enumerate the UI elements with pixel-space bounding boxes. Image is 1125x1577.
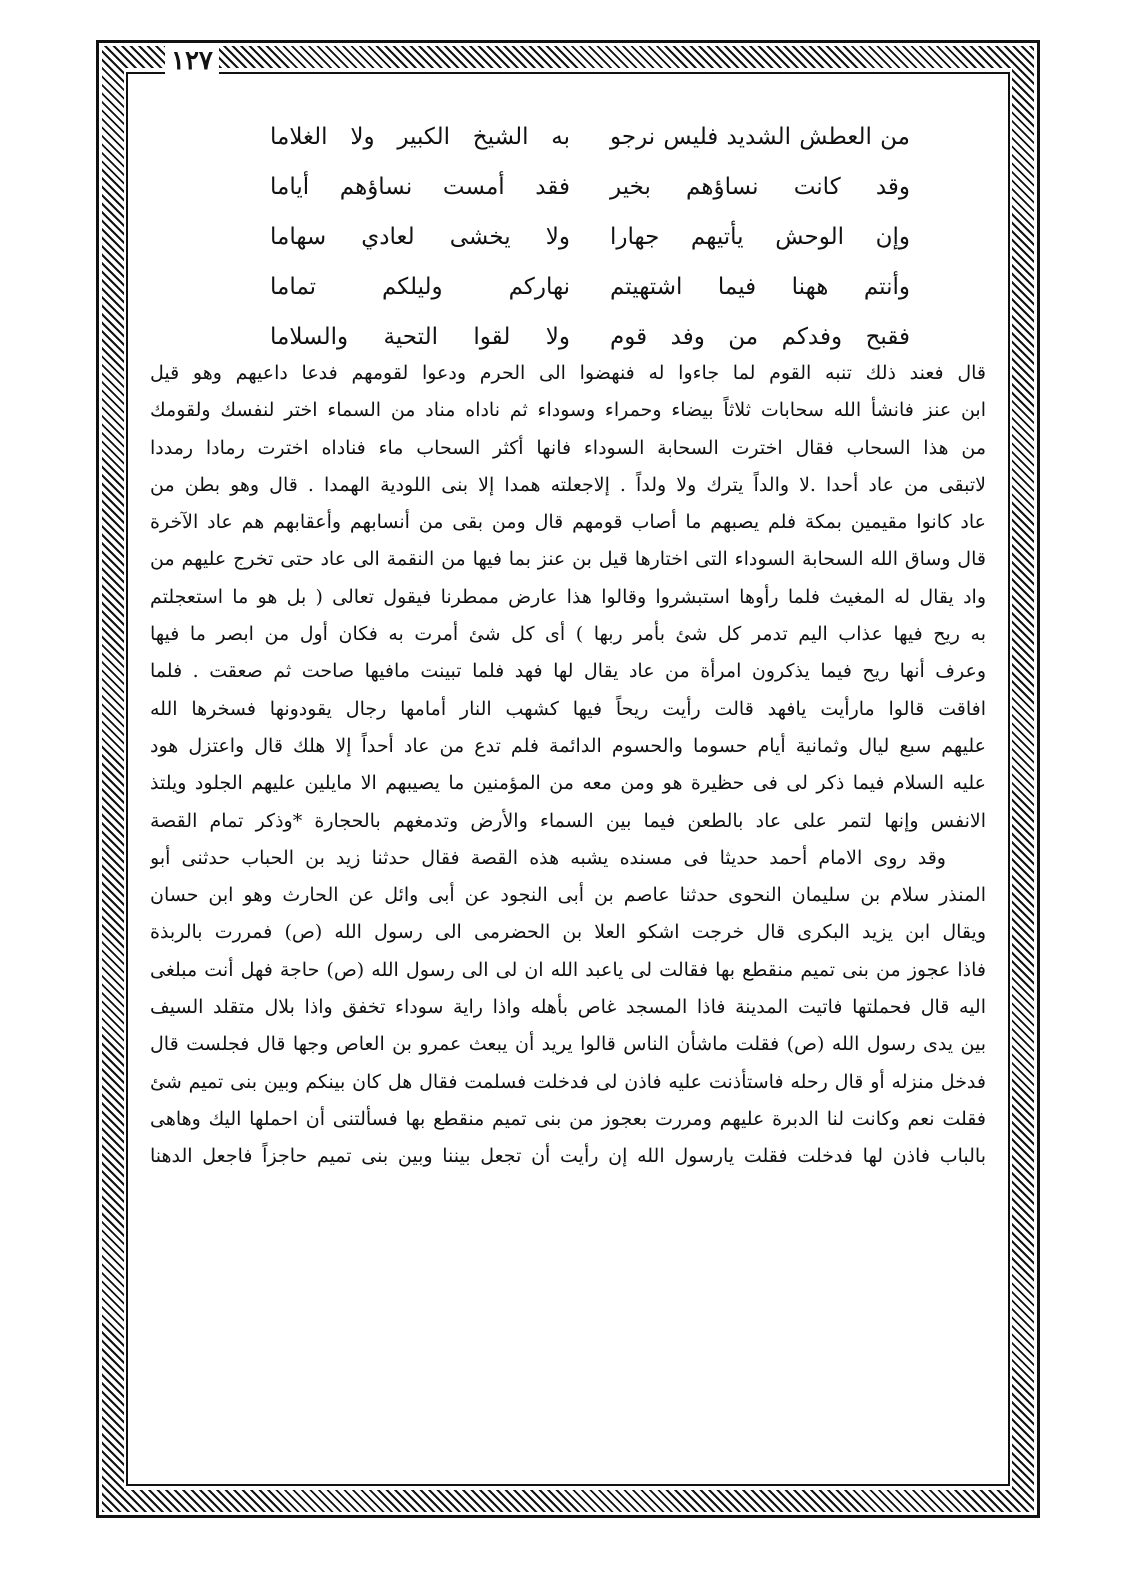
- page-number: ١٢٧: [165, 46, 219, 76]
- text-line: واد يقال له المغيث فلما رأوها استبشروا وقالوا هذا عارض ممطرنا فيقول تعالى ( بل هو ما استعجلتم: [150, 585, 986, 608]
- text-line: ويقال ابن يزيد البكرى قال خرجت اشكو العلا بن الحضرمى الى رسول الله (ص) فمررت بالربذة: [150, 921, 986, 944]
- poem-block: [270, 112, 910, 362]
- poem-verse: [270, 112, 910, 162]
- text-line: بالباب فاذن لها فدخلت فقلت يارسول الله إن رأيت أن تجعل بيننا وبين بنى تميم حاجزاً فاجعل الدهنا: [150, 1145, 986, 1168]
- text-line: بين يدى رسول الله (ص) فقلت ماشأن الناس قالوا يريد أن يبعث عمرو بن العاص وجها قال فجلست قال: [150, 1033, 986, 1056]
- poem-verse: [270, 212, 910, 262]
- verse-second-hemistich: ولا يخشى لعادي سهاما: [270, 224, 570, 250]
- text-line: افاقت قالوا مارأيت يافهد قالت رأيت ريحاً فيها كشهب النار أمامها رجال يقودونها فسخرها الله: [150, 697, 986, 720]
- poem-verse: [270, 162, 910, 212]
- verse-first-hemistich: وإن الوحش يأتيهم جهارا: [610, 224, 910, 250]
- text-line: ابن عنز فانشأ الله سحابات ثلاثاً بيضاء وحمراء وسوداء ثم ناداه مناد من السماء اختر لنفسك ولقومك: [150, 399, 986, 422]
- poem-verse: [270, 262, 910, 312]
- verse-first-hemistich: من العطش الشديد فليس نرجو: [610, 124, 910, 150]
- text-line: الانفس وإنها لتمر على عاد بالطعن فيما بين السماء والأرض وتدمغهم بالحجارة *وذكر تمام القصة: [150, 809, 986, 832]
- verse-second-hemistich: ولا لقوا التحية والسلاما: [270, 324, 570, 350]
- text-line: وعرف أنها ريح فيما يذكرون امرأة من عاد يقال لها فهد فلما تبينت مافيها صاحت ثم صعقت . فلما: [150, 660, 986, 683]
- text-line: قال فعند ذلك تنبه القوم لما جاءوا له فنهضوا الى الحرم ودعوا لقومهم فدعا داعيهم وهو قيل: [150, 362, 986, 384]
- text-line: وقد روى الامام أحمد حديثا فى مسنده يشبه هذه القصة فقال حدثنا زيد بن الحباب حدثنى أبو: [150, 846, 946, 869]
- verse-second-hemistich: به الشيخ الكبير ولا الغلاما: [270, 124, 570, 150]
- text-line: عاد كانوا مقيمين بمكة فلم يصبهم ما أصاب قومهم قال ومن بقى من أنسابهم وأعقابهم هم عاد الآخرة: [150, 511, 986, 534]
- text-line: فقلت نعم وكانت لنا الدبرة عليهم ومررت بعجوز من بنى تميم منقطع بها فسألتنى أن احملها اليك وهاهى: [150, 1107, 986, 1130]
- text-line: عليهم سبع ليال وثمانية أيام حسوما والحسوم الدائمة فلم تدع من عاد أحداً إلا هلك قال واعتزل هود: [150, 734, 986, 757]
- text-line: المنذر سلام بن سليمان النحوى حدثنا عاصم بن أبى النجود عن أبى وائل عن الحارث وهو ابن حسان: [150, 884, 986, 907]
- text-line: به ريح فيها عذاب اليم تدمر كل شئ بأمر ربها ) أى كل شئ أمرت به فكان أول من ابصر ما فيها: [150, 623, 986, 646]
- text-line: لاتبقى من عاد أحدا .لا والداً يترك ولا ولداً . إلاجعلته همدا إلا بنى اللودية الهمدا . قال وهو بطن من: [150, 473, 986, 496]
- text-line: فدخل منزله أو قال رحله فاستأذنت عليه فاذن لى فدخلت فسلمت فقال هل كان بينكم وبين بنى تميم شئ: [150, 1070, 986, 1093]
- text-line: من هذا السحاب فقال اخترت السحابة السوداء فانها أكثر السحاب ماء فناداه اخترت رمادا رمددا: [150, 436, 986, 459]
- text-line: عليه السلام فيما ذكر لى فى حظيرة هو ومن معه من المؤمنين ما يصيبهم الا مايلين عليهم الجلود ويلتذ: [150, 772, 986, 795]
- text-line: اليه قال فحملتها فاتيت المدينة فاذا المسجد غاص بأهله واذا راية سوداء تخفق واذا بلال متقلد السيف: [150, 996, 986, 1019]
- text-line: قال وساق الله السحابة السوداء التى اختارها قيل بن عنز بما فيها من النقمة الى عاد حتى تخرج عليهم من: [150, 548, 986, 571]
- verse-first-hemistich: فقبح وفدكم من وفد قوم: [610, 324, 910, 350]
- verse-first-hemistich: وأنتم ههنا فيما اشتهيتم: [610, 274, 910, 300]
- verse-first-hemistich: وقد كانت نساؤهم بخير: [610, 174, 910, 200]
- verse-second-hemistich: فقد أمست نساؤهم أياما: [270, 174, 570, 200]
- verse-second-hemistich: نهاركم وليلكم تماما: [270, 274, 570, 300]
- body-text: [150, 355, 986, 1176]
- text-line: فاذا عجوز من بنى تميم منقطع بها فقالت لى ياعبد الله ان لى الى رسول الله (ص) حاجة فهل أنت مبلغى: [150, 958, 986, 981]
